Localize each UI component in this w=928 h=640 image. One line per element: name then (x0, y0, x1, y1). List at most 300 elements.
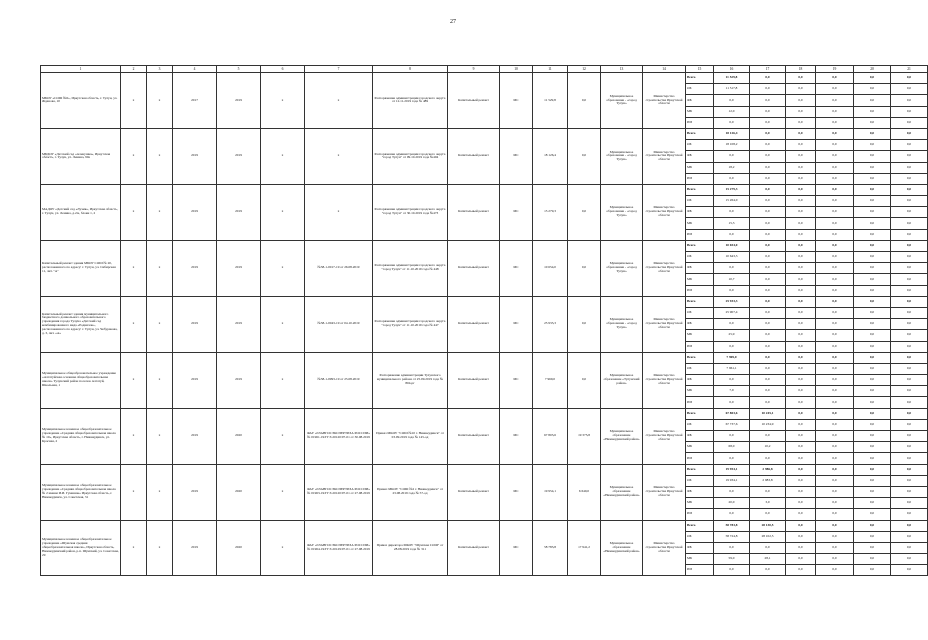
amount-cell: 0,0 (816, 453, 854, 464)
amount-cell: 0,0 (816, 106, 854, 117)
table-cell: Приказ МКОУ "СОШ №2 г. Нижнеудинск" от 23.08.2019 года № 57-од (373, 464, 448, 520)
amount-cell: 2 983,8 (750, 475, 786, 486)
table-cell: Муниципальное образование «Нижнеудинский район» (601, 520, 643, 576)
table-cell: Министерство строительства Иркутской области (643, 128, 686, 184)
table-row (41, 296, 928, 307)
amount-cell: 0,0 (816, 73, 854, 84)
amount-cell: 0,0 (891, 252, 928, 263)
header-cell: 10 (500, 66, 533, 73)
table-cell: МС (500, 408, 533, 464)
table-cell: МС (500, 520, 533, 576)
funding-source-cell: ОБ (686, 307, 714, 318)
funding-source-cell: Всего (686, 73, 714, 84)
amount-cell: 0,0 (891, 140, 928, 151)
amount-cell: 0,0 (786, 554, 816, 565)
table-cell: Министерство строительства Иркутской области (643, 240, 686, 296)
amount-cell: 0,0 (714, 207, 750, 218)
amount-cell: 0,0 (750, 330, 786, 341)
amount-cell: 0,0 (714, 285, 750, 296)
table-cell: Министерство строительства Иркутской области (643, 184, 686, 240)
amount-cell: 0,0 (786, 218, 816, 229)
amount-cell: 0,0 (816, 408, 854, 419)
funding-source-cell: ОБ (686, 475, 714, 486)
amount-cell: 0,0 (854, 408, 891, 419)
amount-cell: 0,0 (750, 431, 786, 442)
table-cell: 0,0 (568, 184, 601, 240)
amount-cell: 0,0 (750, 397, 786, 408)
table-cell: 6 640,0 (568, 464, 601, 520)
table-cell: x (261, 128, 305, 184)
header-cell: 5 (217, 66, 261, 73)
amount-cell: 0,0 (891, 263, 928, 274)
funding-source-cell: ОБ (686, 196, 714, 207)
header-cell: 16 (714, 66, 750, 73)
amount-cell: 0,0 (714, 375, 750, 386)
amount-cell: 20,0 (714, 498, 750, 509)
amount-cell: 0,0 (816, 229, 854, 240)
amount-cell: 0,0 (750, 307, 786, 318)
amount-cell: 0,0 (816, 397, 854, 408)
amount-cell: 0,0 (786, 419, 816, 430)
amount-cell: 0,0 (786, 341, 816, 352)
funding-source-cell: МБ (686, 106, 714, 117)
table-cell: Капитальный ремонт (448, 296, 500, 352)
amount-cell: 0,0 (854, 117, 891, 128)
amount-cell: 0,0 (750, 218, 786, 229)
table-cell: 2020 (217, 520, 261, 576)
amount-cell: 0,0 (786, 95, 816, 106)
amount-cell: 0,0 (816, 95, 854, 106)
amount-cell: 0,0 (786, 151, 816, 162)
amount-cell: 0,0 (891, 240, 928, 251)
amount-cell: 0,0 (750, 542, 786, 553)
amount-cell: 0,0 (891, 274, 928, 285)
amount-cell: 0,0 (750, 162, 786, 173)
amount-cell: 0,0 (816, 531, 854, 542)
table-cell: Муниципальное образование «Нижнеудинский район» (601, 408, 643, 464)
table-cell: x (261, 352, 305, 408)
amount-cell: 0,0 (714, 151, 750, 162)
amount-cell: 0,0 (750, 375, 786, 386)
amount-cell: 0,0 (816, 565, 854, 576)
funding-source-cell: МБ (686, 442, 714, 453)
amount-cell: 28 130,5 (750, 520, 786, 531)
amount-cell: 0,0 (891, 341, 928, 352)
amount-cell: 0,0 (786, 408, 816, 419)
header-cell: 21 (891, 66, 928, 73)
table-cell: x (147, 184, 173, 240)
amount-cell: 67 803,6 (714, 408, 750, 419)
table-cell: 19 954,1 (533, 464, 568, 520)
funding-source-cell: ФБ (686, 375, 714, 386)
amount-cell: 0,0 (786, 531, 816, 542)
amount-cell: 0,0 (750, 117, 786, 128)
amount-cell: 0,0 (816, 363, 854, 374)
object-name-cell: Муниципальное казенное общеобразовательное учреждение «Средняя общеобразовательная школа № 2 имени И.И. Гуменюк» Иркутская область, г. Нижнеудинск, ул. Советская, 31 (41, 464, 121, 520)
amount-cell: 10 654,0 (714, 240, 750, 251)
table-cell: 2017 (173, 73, 217, 129)
amount-cell: 68,0 (714, 442, 750, 453)
amount-cell: 0,0 (786, 162, 816, 173)
table-cell: Муниципальное образование - «город Тулун» (601, 184, 643, 240)
table-row (41, 352, 928, 363)
table-cell: x (147, 464, 173, 520)
amount-cell: 0,0 (891, 84, 928, 95)
amount-cell: 0,0 (891, 475, 928, 486)
amount-cell: 15 264,0 (714, 196, 750, 207)
amount-cell: 0,0 (714, 431, 750, 442)
amount-cell: 0,0 (854, 307, 891, 318)
amount-cell: 19 954,1 (714, 464, 750, 475)
header-cell: 12 (568, 66, 601, 73)
amount-cell: 58 724,8 (714, 531, 750, 542)
amount-cell: 0,0 (891, 218, 928, 229)
amount-cell: 0,0 (854, 73, 891, 84)
object-name-cell: МАДОУ «Детский сад «Лучик», Иркутская область, г. Тулун, ул. Ленина, д.2А, блоки 1, 2 (41, 184, 121, 240)
table-cell: Капитальный ремонт (448, 128, 500, 184)
funding-source-cell: МБ (686, 330, 714, 341)
amount-cell: 15,3 (714, 218, 750, 229)
amount-cell: 0,0 (816, 307, 854, 318)
amount-cell: 0,0 (786, 173, 816, 184)
funding-source-cell: МБ (686, 274, 714, 285)
funding-source-cell: ФБ (686, 207, 714, 218)
amount-cell: 0,0 (854, 486, 891, 497)
table-cell: 2019 (173, 240, 217, 296)
amount-cell: 0,0 (714, 509, 750, 520)
amount-cell: 0,0 (891, 151, 928, 162)
amount-cell: 0,0 (786, 375, 816, 386)
amount-cell: 0,0 (786, 84, 816, 95)
table-cell: x (305, 128, 373, 184)
amount-cell: 11 529,8 (714, 73, 750, 84)
amount-cell: 0,0 (854, 162, 891, 173)
amount-cell: 0,0 (891, 442, 928, 453)
table-cell: Капитальный ремонт (448, 240, 500, 296)
amount-cell: 0,0 (816, 252, 854, 263)
amount-cell: 0,0 (816, 475, 854, 486)
amount-cell: 0,0 (891, 431, 928, 442)
amount-cell: 0,0 (786, 330, 816, 341)
table-cell: Распоряжение администрации Тулунского муниципального района от 25.09.2019 года № 804-рг (373, 352, 448, 408)
amount-cell: 0,0 (816, 554, 854, 565)
amount-cell: 10 245,1 (750, 408, 786, 419)
amount-cell: 0,0 (786, 486, 816, 497)
amount-cell: 0,0 (816, 419, 854, 430)
funding-source-cell: ИИ (686, 173, 714, 184)
amount-cell: 0,0 (854, 274, 891, 285)
table-cell: Капитальный ремонт (448, 352, 500, 408)
amount-cell: 0,0 (750, 274, 786, 285)
amount-cell: 0,0 (786, 565, 816, 576)
header-cell: 17 (750, 66, 786, 73)
table-cell: x (261, 73, 305, 129)
amount-cell: 0,0 (854, 498, 891, 509)
table-cell: x (147, 240, 173, 296)
table-cell: x (305, 73, 373, 129)
amount-cell: 0,0 (854, 285, 891, 296)
amount-cell: 0,0 (891, 352, 928, 363)
amount-cell: 0,0 (816, 431, 854, 442)
amount-cell: 25 907,4 (714, 307, 750, 318)
funding-source-cell: ОБ (686, 84, 714, 95)
funding-source-cell: ИИ (686, 565, 714, 576)
table-cell: 2020 (217, 408, 261, 464)
table-row (41, 408, 928, 419)
amount-cell: 0,0 (786, 252, 816, 263)
table-cell: 25 933,3 (533, 296, 568, 352)
table-cell: x (261, 408, 305, 464)
table-cell: x (121, 184, 147, 240)
funding-source-cell: ФБ (686, 542, 714, 553)
amount-cell: 0,0 (816, 319, 854, 330)
amount-cell: 0,0 (891, 196, 928, 207)
table-cell: №38-1-0993-19 от 25.08.2019 (305, 352, 373, 408)
amount-cell: 0,0 (854, 363, 891, 374)
amount-cell: 0,0 (786, 520, 816, 531)
funding-source-cell: ФБ (686, 319, 714, 330)
funding-source-cell: ИИ (686, 453, 714, 464)
funding-source-cell: ФБ (686, 431, 714, 442)
table-cell: Распоряжение администрации городского округа "город Тулун" от 30.10.2019 года №473 (373, 184, 448, 240)
amount-cell: 0,0 (854, 263, 891, 274)
amount-cell: 0,0 (854, 240, 891, 251)
amount-cell: 0,0 (854, 431, 891, 442)
table-cell: 58 783,8 (533, 520, 568, 576)
table-cell: 2019 (217, 240, 261, 296)
table-cell: 11 529,8 (533, 73, 568, 129)
header-cell: 7 (305, 66, 373, 73)
amount-cell: 0,0 (750, 565, 786, 576)
amount-cell: 0,0 (854, 475, 891, 486)
table-cell: x (261, 296, 305, 352)
amount-cell: 0,0 (854, 95, 891, 106)
amount-cell: 0,0 (816, 341, 854, 352)
table-cell: ФАУ «ГЛАВГОСЭКСПЕРТИЗА РОССИИ» № 01964-19/ГГЭ-20129/07-01 от 27.08.2019 (305, 520, 373, 576)
amount-cell: 0,0 (891, 307, 928, 318)
header-cell: 13 (601, 66, 643, 73)
amount-cell: 0,0 (854, 397, 891, 408)
object-name-cell: Капитальный ремонт здания МБОУ СОШ № 20, расположенного по адресу: г. Тулун, ул. Сибирская 11, лит. "А" (41, 240, 121, 296)
amount-cell: 7,9 (714, 386, 750, 397)
amount-cell: 0,0 (714, 229, 750, 240)
amount-cell: 0,0 (786, 240, 816, 251)
amount-cell: 0,0 (854, 106, 891, 117)
amount-cell: 0,0 (816, 117, 854, 128)
amount-cell: 0,0 (854, 531, 891, 542)
amount-cell: 0,0 (714, 453, 750, 464)
amount-cell: 0,0 (891, 397, 928, 408)
amount-cell: 0,0 (786, 285, 816, 296)
table-cell: 0,0 (568, 296, 601, 352)
amount-cell: 0,0 (854, 442, 891, 453)
amount-cell: 0,0 (891, 509, 928, 520)
amount-cell: 0,0 (786, 319, 816, 330)
amount-cell: 0,0 (750, 453, 786, 464)
table-cell: x (147, 352, 173, 408)
funding-source-cell: ОБ (686, 419, 714, 430)
amount-cell: 0,0 (750, 486, 786, 497)
amount-cell: 0,0 (891, 173, 928, 184)
amount-cell: 0,0 (816, 207, 854, 218)
amount-cell: 0,0 (854, 151, 891, 162)
amount-cell: 0,0 (854, 330, 891, 341)
amount-cell: 0,0 (854, 453, 891, 464)
amount-cell: 0,0 (854, 229, 891, 240)
amount-cell: 28 102,5 (750, 531, 786, 542)
amount-cell: 0,0 (854, 296, 891, 307)
amount-cell: 0,0 (891, 565, 928, 576)
funding-source-cell: ИИ (686, 341, 714, 352)
amount-cell: 28,1 (750, 554, 786, 565)
amount-cell: 0,0 (714, 542, 750, 553)
header-cell: 9 (448, 66, 500, 73)
funding-source-cell: ОБ (686, 252, 714, 263)
amount-cell: 0,0 (750, 285, 786, 296)
table-cell: 18 126,4 (533, 128, 568, 184)
header-cell: 2 (121, 66, 147, 73)
table-cell: Распоряжение администрации городского округа "город Тулун" от 09.10.2019 года №404 (373, 128, 448, 184)
funding-source-cell: ИИ (686, 397, 714, 408)
amount-cell: 0,0 (786, 509, 816, 520)
object-name-cell: МБОУ «СОШ №6», Иркутская область, г. Тулун, ул. Жданова, 10 (41, 73, 121, 129)
amount-cell: 0,0 (816, 274, 854, 285)
amount-cell: 0,0 (786, 128, 816, 139)
amount-cell: 0,0 (854, 542, 891, 553)
table-cell: x (261, 520, 305, 576)
amount-cell: 0,0 (891, 184, 928, 195)
amount-cell: 3,0 (750, 498, 786, 509)
header-cell: 3 (147, 66, 173, 73)
amount-cell: 0,0 (714, 565, 750, 576)
table-cell: 0,0 (568, 128, 601, 184)
amount-cell: 0,0 (854, 375, 891, 386)
amount-cell: 0,0 (891, 285, 928, 296)
table-cell: 2020 (217, 464, 261, 520)
amount-cell: 0,0 (891, 363, 928, 374)
amount-cell: 0,0 (854, 207, 891, 218)
table-row (41, 520, 928, 531)
amount-cell: 0,0 (854, 464, 891, 475)
table-cell: 0,0 (568, 73, 601, 129)
amount-cell: 0,0 (786, 229, 816, 240)
amount-cell: 0,0 (750, 386, 786, 397)
funding-source-cell: ФБ (686, 486, 714, 497)
amount-cell: 0,0 (750, 184, 786, 195)
table-cell: МС (500, 73, 533, 129)
amount-cell: 0,0 (786, 184, 816, 195)
amount-cell: 0,0 (750, 151, 786, 162)
amount-cell: 0,0 (786, 475, 816, 486)
amount-cell: 0,0 (786, 431, 816, 442)
amount-cell: 0,0 (854, 128, 891, 139)
amount-cell: 0,0 (891, 542, 928, 553)
amount-cell: 0,0 (891, 453, 928, 464)
header-cell: 14 (643, 66, 686, 73)
amount-cell: 0,0 (786, 464, 816, 475)
amount-cell: 0,0 (816, 240, 854, 251)
amount-cell: 18,2 (714, 162, 750, 173)
funding-source-cell: ОБ (686, 140, 714, 151)
header-cell: 15 (686, 66, 714, 73)
amount-cell: 0,0 (891, 106, 928, 117)
table-cell: x (121, 408, 147, 464)
amount-cell: 0,0 (714, 319, 750, 330)
investment-table (40, 65, 928, 576)
amount-cell: 0,0 (750, 207, 786, 218)
amount-cell: 0,0 (816, 128, 854, 139)
amount-cell: 0,0 (750, 84, 786, 95)
table-cell: 2019 (173, 352, 217, 408)
amount-cell: 0,0 (750, 229, 786, 240)
table-cell: Капитальный ремонт (448, 184, 500, 240)
header-cell: 11 (533, 66, 568, 73)
funding-source-cell: ИИ (686, 285, 714, 296)
amount-cell: 0,0 (750, 296, 786, 307)
amount-cell: 11 517,8 (714, 84, 750, 95)
amount-cell: 0,0 (750, 140, 786, 151)
table-cell: 7 969,0 (533, 352, 568, 408)
object-name-cell: Муниципальное казенное общеобразовательное учреждение «Средняя общеобразовательная школа № 10», Иркутская область, г. Нижнеудинск, ул. Красная, 2 (41, 408, 121, 464)
amount-cell: 0,0 (786, 296, 816, 307)
funding-source-cell: ИИ (686, 509, 714, 520)
funding-source-cell: Всего (686, 464, 714, 475)
table-cell: Министерство строительства Иркутской области (643, 352, 686, 408)
amount-cell: 0,0 (891, 520, 928, 531)
amount-cell: 59,0 (714, 554, 750, 565)
amount-cell: 0,0 (714, 397, 750, 408)
amount-cell: 0,0 (750, 252, 786, 263)
table-cell: Муниципальное образование - «город Тулун» (601, 296, 643, 352)
amount-cell: 0,0 (786, 263, 816, 274)
amount-cell: 0,0 (816, 263, 854, 274)
object-name-cell: Муниципальное общеобразовательное учреждение «Алгатуйская основная общеобразовательная школа» Тулунский район поселок Алгатуй, Школьная, 1 (41, 352, 121, 408)
funding-source-cell: Всего (686, 240, 714, 251)
amount-cell: 10 234,9 (750, 419, 786, 430)
amount-cell: 0,0 (891, 162, 928, 173)
amount-cell: 0,0 (854, 218, 891, 229)
amount-cell: 0,0 (786, 274, 816, 285)
amount-cell: 0,0 (714, 341, 750, 352)
amount-cell: 0,0 (891, 330, 928, 341)
funding-source-cell: МБ (686, 386, 714, 397)
amount-cell: 10,2 (750, 442, 786, 453)
amount-cell: 0,0 (891, 408, 928, 419)
amount-cell: 0,0 (854, 509, 891, 520)
amount-cell: 0,0 (891, 128, 928, 139)
table-cell: 2019 (217, 296, 261, 352)
funding-source-cell: МБ (686, 162, 714, 173)
table-cell: x (147, 520, 173, 576)
amount-cell: 0,0 (816, 285, 854, 296)
amount-cell: 0,0 (786, 106, 816, 117)
table-cell: 2019 (173, 184, 217, 240)
amount-cell: 0,0 (786, 363, 816, 374)
funding-source-cell: ИИ (686, 117, 714, 128)
table-cell: Министерство строительства Иркутской области (643, 464, 686, 520)
table-cell: 19 375,8 (568, 408, 601, 464)
amount-cell: 0,0 (854, 386, 891, 397)
amount-cell: 0,0 (750, 509, 786, 520)
table-cell: x (121, 352, 147, 408)
amount-cell: 0,0 (854, 341, 891, 352)
table-cell: 17 941,2 (568, 520, 601, 576)
amount-cell: 0,0 (816, 509, 854, 520)
amount-cell: 7 961,1 (714, 363, 750, 374)
amount-cell: 0,0 (816, 218, 854, 229)
table-cell: x (261, 464, 305, 520)
amount-cell: 0,0 (750, 73, 786, 84)
